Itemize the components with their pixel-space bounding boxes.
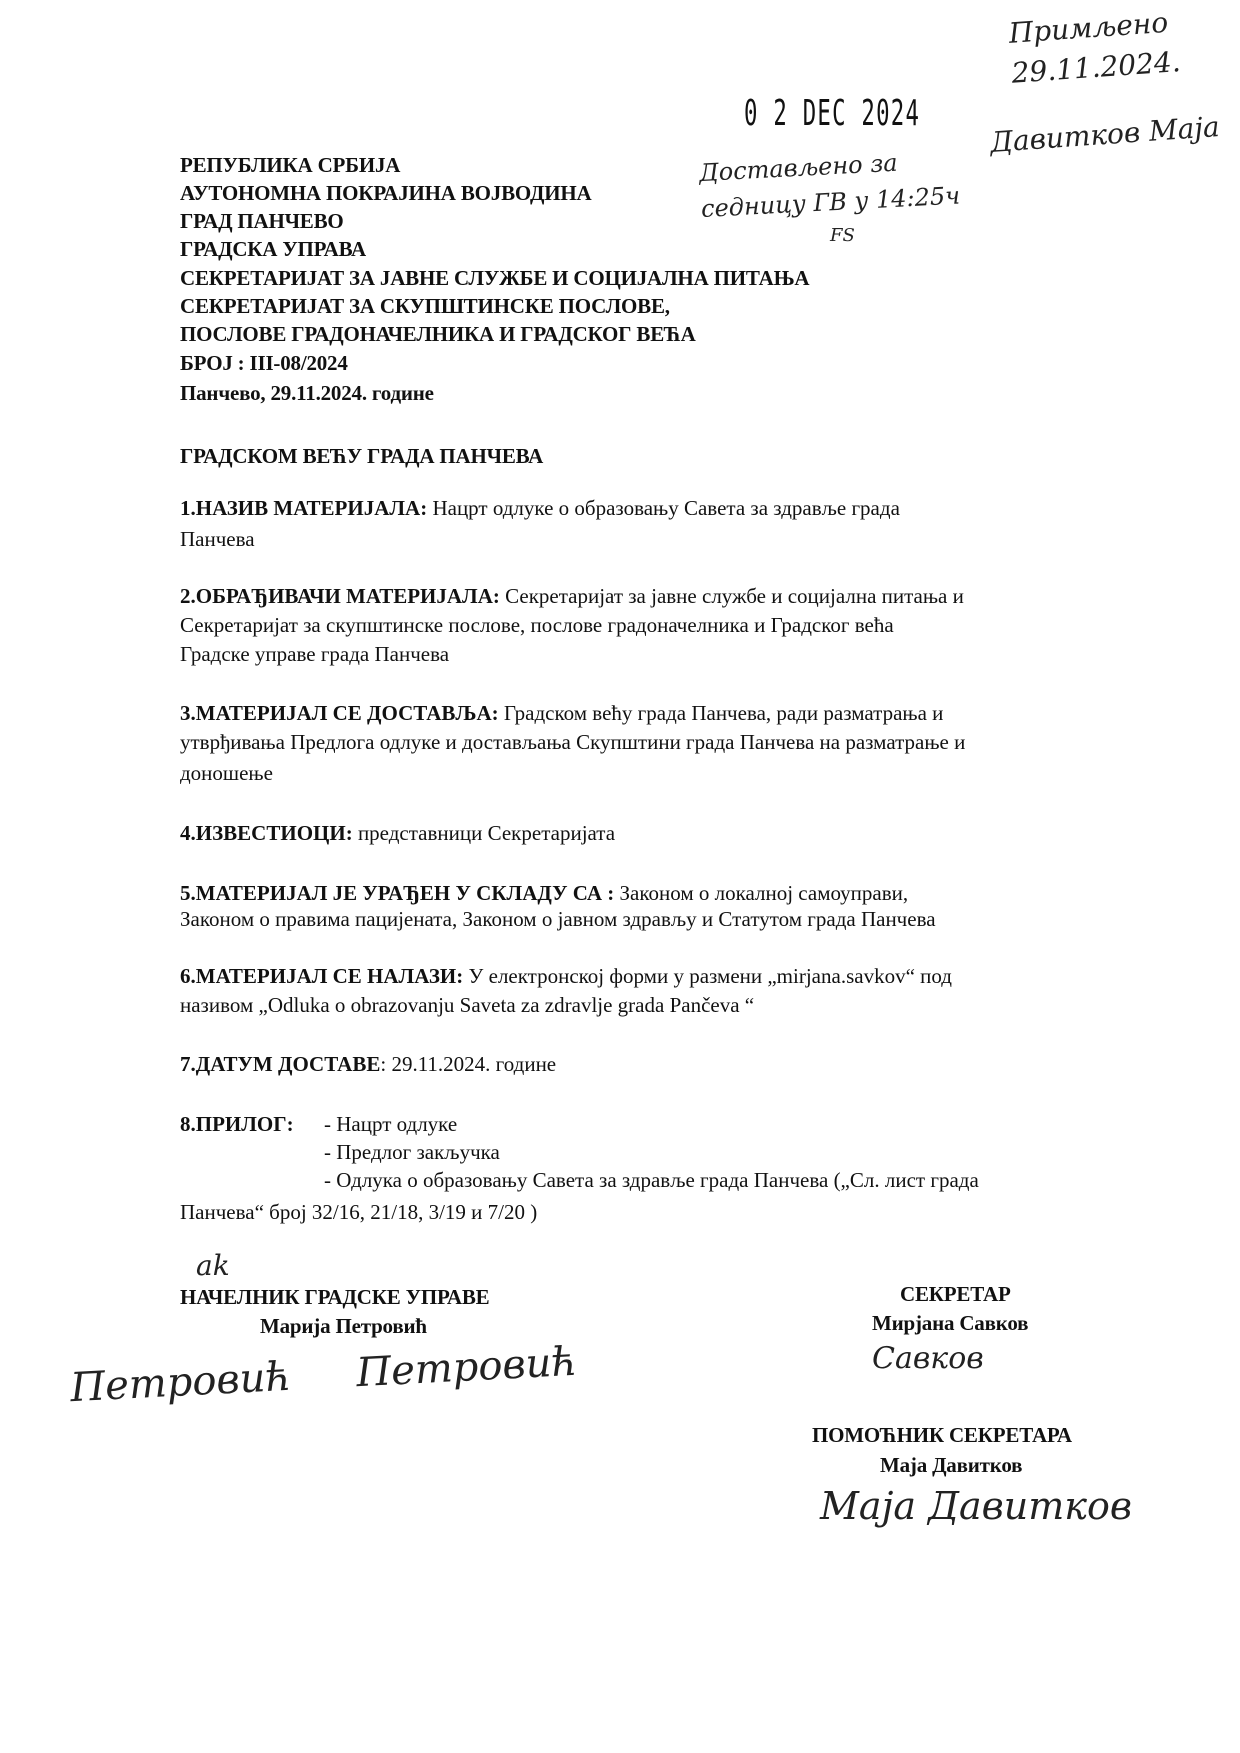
item-text: У електронској форми у размени „mirjana.savkov“ под bbox=[463, 964, 952, 988]
head-title: НАЧЕЛНИК ГРАДСКЕ УПРАВЕ bbox=[180, 1285, 490, 1309]
signature-savkov: Савков bbox=[872, 1341, 984, 1376]
item-6 bbox=[180, 964, 952, 988]
header-line: СЕКРЕТАРИЈАТ ЗА СКУПШТИНСКЕ ПОСЛОВЕ, bbox=[180, 294, 670, 318]
item-text: Секретаријат за јавне службе и социјална питања и bbox=[499, 584, 964, 608]
signature-petrovic bbox=[69, 1339, 578, 1411]
attachment-item: - Предлог закључка bbox=[324, 1140, 500, 1164]
item-label: 3.МАТЕРИЈАЛ СЕ ДОСТАВЉА: bbox=[180, 701, 499, 725]
item-label: 2.ОБРАЂИВАЧИ МАТЕРИЈАЛА: bbox=[180, 584, 500, 608]
handwritten-initials-fs: FS bbox=[830, 225, 855, 246]
header-line: ПОСЛОВЕ ГРАДОНАЧЕЛНИКА И ГРАДСКОГ ВЕЋА bbox=[180, 322, 696, 346]
handwritten-delivered-note: Достављено за седницу ГВ у 14:25ч bbox=[698, 148, 961, 224]
header-line: ГРАД ПАНЧЕВО bbox=[180, 209, 344, 233]
item-text: Законом о правима пацијената, Законом о јавном здрављу и Статутом града Панчева bbox=[180, 907, 936, 931]
header-line: СЕКРЕТАРИЈАТ ЗА ЈАВНЕ СЛУЖБЕ И СОЦИЈАЛНА ПИТАЊА bbox=[180, 266, 810, 290]
handwritten-initials: ak bbox=[196, 1249, 230, 1282]
assistant-name: Маја Давитков bbox=[880, 1453, 1023, 1477]
header-line: АУТОНОМНА ПОКРАЈИНА ВОЈВОДИНА bbox=[180, 181, 592, 205]
signature-text: Петровић bbox=[69, 1353, 293, 1412]
item-5 bbox=[180, 881, 908, 905]
item-label: 5.МАТЕРИЈАЛ ЈЕ УРАЂЕН У СКЛАДУ СА : bbox=[180, 881, 615, 905]
item-text: представници Секретаријата bbox=[352, 821, 616, 845]
item-label: 6.МАТЕРИЈАЛ СЕ НАЛАЗИ: bbox=[180, 964, 464, 988]
item-text: Градске управе града Панчева bbox=[180, 642, 450, 666]
head-name: Марија Петровић bbox=[260, 1314, 427, 1338]
item-text: Панчева bbox=[180, 527, 255, 551]
attachment-continuation: Панчева“ број 32/16, 21/18, 3/19 и 7/20 ) bbox=[180, 1200, 538, 1224]
document-date: Панчево, 29.11.2024. године bbox=[180, 381, 434, 405]
secretary-title: СЕКРЕТАР bbox=[900, 1282, 1011, 1306]
item-text: Градском већу града Панчева, ради разматрања и bbox=[498, 701, 944, 725]
header-line: РЕПУБЛИКА СРБИЈА bbox=[180, 153, 401, 177]
attachment-item: - Нацрт одлуке bbox=[324, 1112, 458, 1136]
item-text: Нацрт одлуке о образовању Савета за здравље града bbox=[427, 496, 900, 520]
handwritten-signature-top: Давитков Маја bbox=[989, 110, 1221, 159]
received-note-text: Примљено 29.11.2024. bbox=[1007, 5, 1182, 90]
item-text: називом „Odluka o obrazovanju Saveta za zdravlje grada Pančeva “ bbox=[180, 993, 755, 1017]
item-2 bbox=[180, 584, 964, 608]
item-7 bbox=[180, 1052, 556, 1076]
received-date-stamp: 0 2 DEC 2024 bbox=[744, 93, 921, 134]
item-text: Секретаријат за скупштинске послове, послове градоначелника и Градског већа bbox=[180, 613, 894, 637]
item-text: Законом о локалној самоуправи, bbox=[614, 881, 909, 905]
document-number: БРОЈ : III-08/2024 bbox=[180, 351, 348, 375]
item-label: 1.НАЗИВ МАТЕРИЈАЛА: bbox=[180, 496, 428, 520]
signature-davitkov: Маја Давитков bbox=[820, 1484, 1132, 1528]
header-line: ГРАДСКА УПРАВА bbox=[180, 237, 367, 261]
item-label: 4.ИЗВЕСТИОЦИ: bbox=[180, 821, 353, 845]
item-text: доношење bbox=[180, 761, 273, 785]
signature-text: Петровић bbox=[355, 1338, 579, 1397]
assistant-title: ПОМОЋНИК СЕКРЕТАРА bbox=[812, 1423, 1072, 1447]
item-label: 7.ДАТУМ ДОСТАВЕ bbox=[180, 1052, 381, 1076]
item-text: : 29.11.2024. године bbox=[380, 1052, 557, 1076]
item-4 bbox=[180, 821, 615, 845]
attachment-item: - Одлука о образовању Савета за здравље града Панчева („Сл. лист града bbox=[324, 1168, 979, 1192]
item-text: утврђивања Предлога одлуке и достављања Скупштини града Панчева на разматрање и bbox=[180, 730, 966, 754]
attachments-label: 8.ПРИЛОГ: bbox=[180, 1112, 294, 1136]
addressee: ГРАДСКОМ ВЕЋУ ГРАДА ПАНЧЕВА bbox=[180, 444, 544, 468]
item-1 bbox=[180, 496, 900, 520]
secretary-name: Мирјана Савков bbox=[872, 1311, 1029, 1335]
handwritten-received-note bbox=[1007, 0, 1237, 94]
item-3 bbox=[180, 701, 943, 725]
